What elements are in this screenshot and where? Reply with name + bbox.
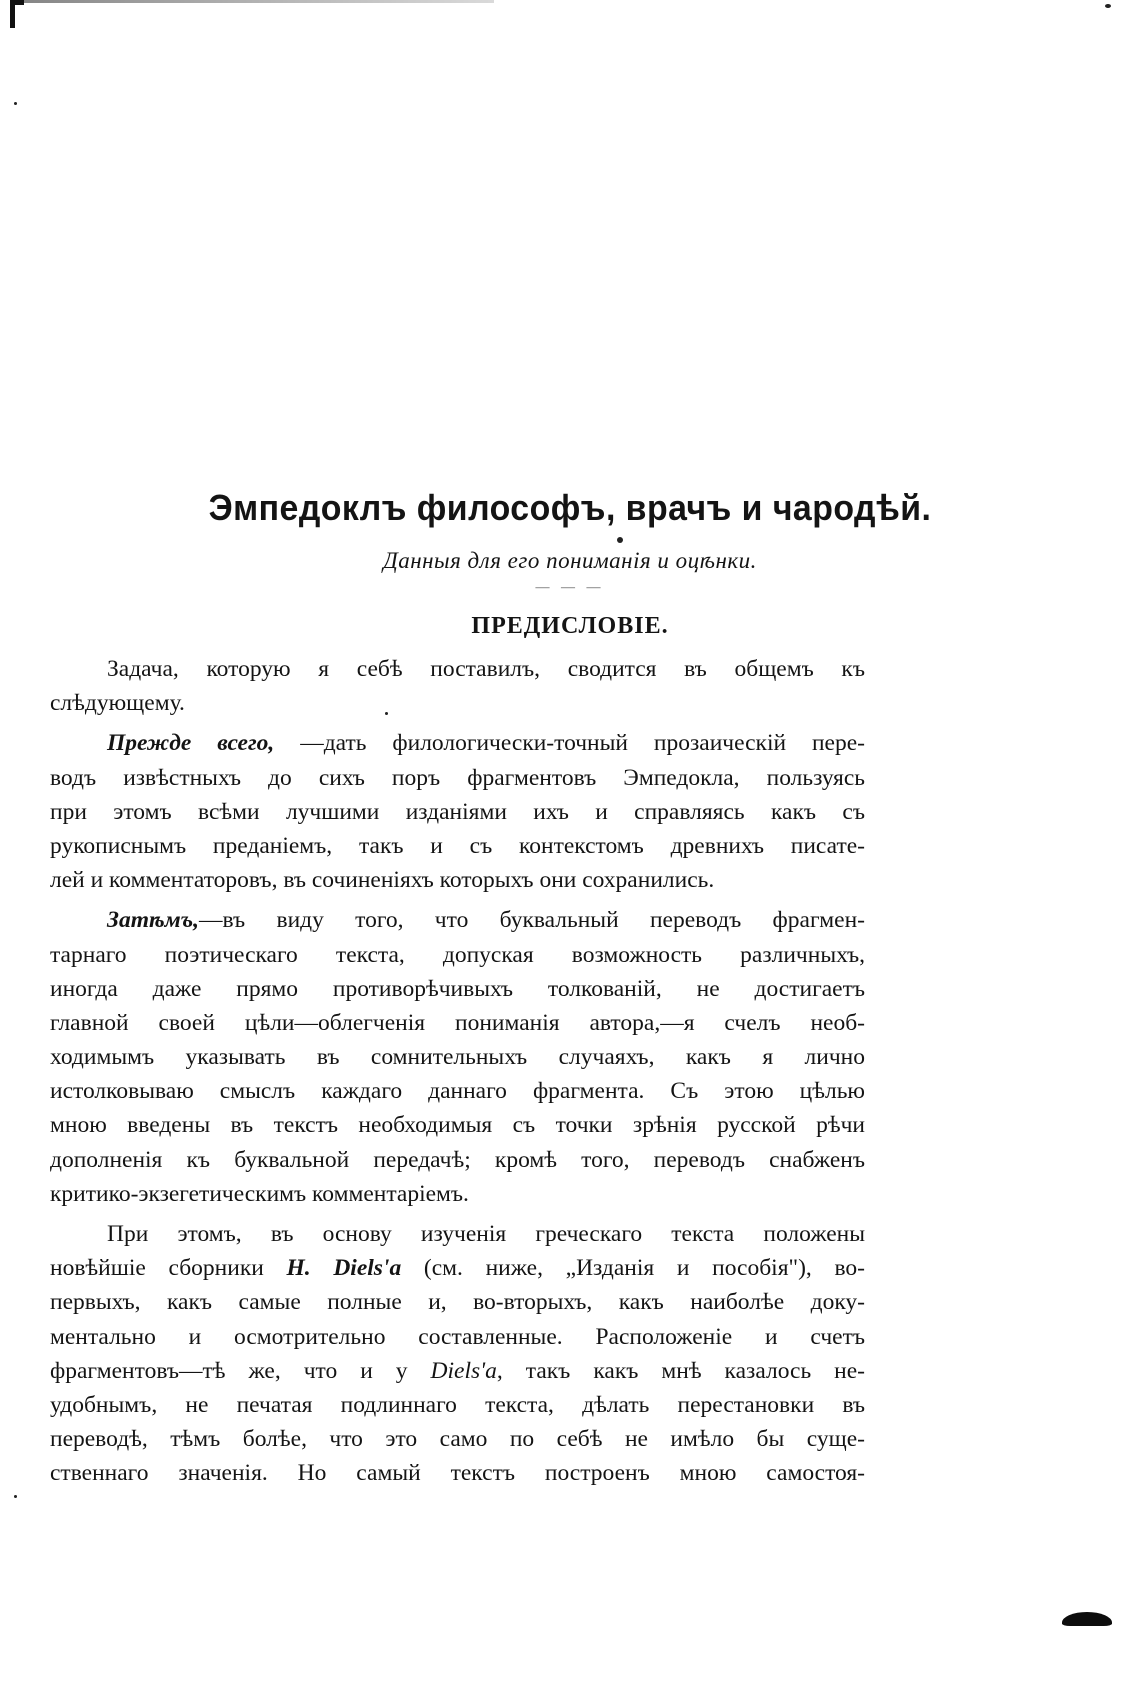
- author-reference: Diels'a: [430, 1357, 497, 1384]
- text-run: истолковываю смыслъ каждаго даннаго фрагмента. Съ этою цѣлью: [50, 1078, 865, 1105]
- author-reference: H. Diels'a: [286, 1255, 402, 1282]
- text-line: [50, 1320, 865, 1354]
- text-run: лей и комментаторовъ, въ сочиненіяхъ которыхъ они сохранились.: [50, 867, 715, 894]
- text-line: [50, 652, 865, 686]
- text-run: —въ виду того, что буквальный переводъ фрагмен-: [199, 907, 865, 934]
- text-line: [50, 1006, 865, 1040]
- text-line: [50, 686, 865, 720]
- section-heading: ПРЕДИСЛОВІЕ.: [471, 613, 669, 639]
- text-run: —дать филологически-точный прозаическій пере-: [274, 730, 865, 757]
- text-run: Задача, которую я себѣ поставилъ, сводится въ общемъ къ: [107, 656, 865, 682]
- text-run: новѣйшіе сборники: [50, 1255, 287, 1282]
- emphasis-text: Прежде всего,: [107, 730, 275, 757]
- text-run: критико-экзегетическимъ комментаріемъ.: [50, 1180, 469, 1207]
- text-run: иногда даже прямо противорѣчивыхъ толкованій, не достигаетъ: [50, 975, 865, 1002]
- text-line: [50, 726, 865, 760]
- text-run: фрагментовъ—тѣ же, что и у: [50, 1357, 431, 1384]
- text-run: (см. ниже, „Изданія и пособія"), во-: [401, 1255, 865, 1282]
- text-line: [50, 903, 865, 937]
- emphasis-text: Затѣмъ,: [107, 907, 200, 934]
- text-run: удобнымъ, не печатая подлиннаго текста, дѣлать перестановки въ: [50, 1391, 865, 1418]
- text-line: [50, 1354, 865, 1388]
- text-line: [50, 1143, 865, 1177]
- text-line: [50, 938, 865, 972]
- text-run: первыхъ, какъ самые полные и, во-вторыхъ, какъ наиболѣе доку-: [50, 1289, 865, 1316]
- text-line: [50, 1040, 865, 1074]
- text-line: [50, 1456, 865, 1490]
- text-run: главной своей цѣли—облегченія пониманія автора,—я счелъ необ-: [50, 1009, 865, 1036]
- text-line: [50, 1074, 865, 1108]
- text-line: [50, 1422, 865, 1456]
- ornament-divider: — — —: [535, 580, 605, 595]
- text-run: , такъ какъ мнѣ казалось не-: [496, 1357, 865, 1384]
- text-run: ментально и осмотрительно составленные. Расположеніе и счетъ: [50, 1323, 865, 1350]
- text-run: тарнаго поэтическаго текста, допуская возможность различныхъ,: [50, 941, 865, 968]
- document-subtitle: Данныя для его пониманія и оцѣнки.: [383, 548, 757, 573]
- text-run: водъ извѣстныхъ до сихъ поръ фрагментовъ Эмпедокла, пользуясь: [50, 764, 865, 791]
- text-run: слѣдующему.: [50, 690, 185, 717]
- document-title: Эмпедоклъ философъ, врачъ и чародѣй.: [208, 487, 932, 528]
- text-run: при этомъ всѣми лучшими изданіями ихъ и справляясь какъ съ: [50, 798, 865, 825]
- paragraph: [50, 1217, 865, 1491]
- text-run: дополненія къ буквальной передачѣ; кромѣ того, переводъ снабженъ: [50, 1146, 865, 1173]
- text-line: [50, 1177, 865, 1211]
- text-line: [50, 1285, 865, 1319]
- text-run: ственнаго значенія. Но самый текстъ построенъ мною самостоя-: [50, 1460, 865, 1487]
- paragraph: [50, 726, 865, 897]
- text-run: мною введены въ текстъ необходимыя съ точки зрѣнія русской рѣчи: [50, 1112, 865, 1139]
- text-line: [50, 1388, 865, 1422]
- text-run: ходимымъ указывать въ сомнительныхъ случаяхъ, какъ я лично: [50, 1044, 865, 1071]
- text-line: [50, 1108, 865, 1142]
- text-line: [50, 972, 865, 1006]
- body-text: [50, 652, 865, 1491]
- paragraph: [50, 903, 865, 1211]
- text-line: [50, 1217, 865, 1251]
- text-run: переводѣ, тѣмъ болѣе, что это само по себѣ не имѣло бы суще-: [50, 1426, 865, 1453]
- text-line: [50, 761, 865, 795]
- text-line: [50, 863, 865, 897]
- text-line: [50, 1251, 865, 1285]
- text-run: При этомъ, въ основу изученія греческаго текста положены: [107, 1221, 865, 1247]
- text-run: рукописнымъ преданіемъ, такъ и съ контекстомъ древнихъ писате-: [50, 832, 865, 859]
- text-line: [50, 829, 865, 863]
- paragraph: [50, 652, 865, 720]
- text-line: [50, 795, 865, 829]
